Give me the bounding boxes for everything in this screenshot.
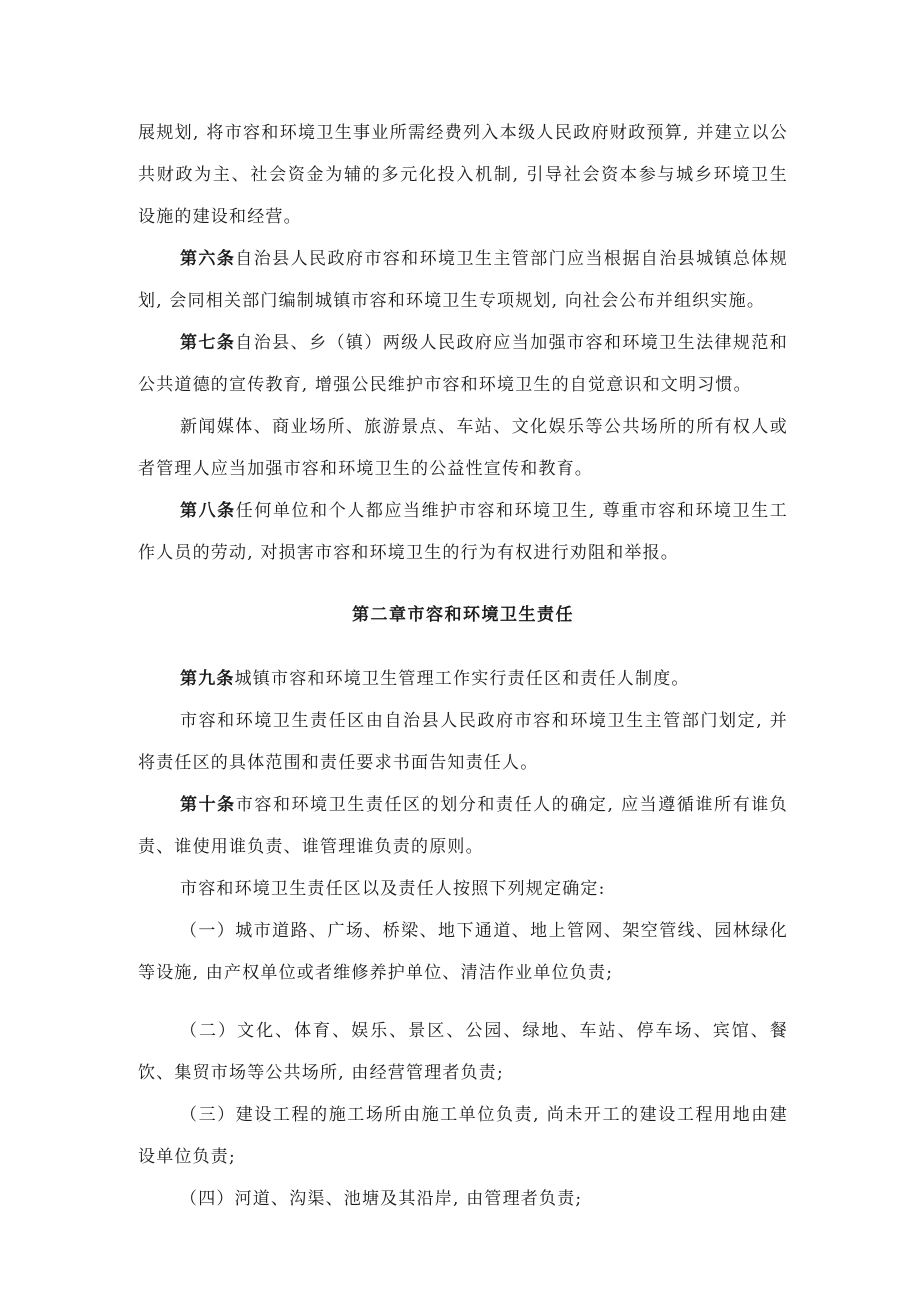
paragraph-text: 自治县人民政府市容和环境卫生主管部门应当根据自治县城镇总体规划, 会同相关部门编制城镇市容和环境卫生专项规划, 向社会公布并组织实施。 bbox=[138, 249, 788, 311]
paragraph-text: 市容和环境卫生责任区的划分和责任人的确定, 应当遵循谁所有谁负责、谁使用谁负责、谁管理谁负责的原则。 bbox=[138, 795, 788, 857]
article-number: 第六条 bbox=[180, 249, 236, 269]
article-number: 第七条 bbox=[180, 333, 236, 353]
paragraph-text: 自治县、乡（镇）两级人民政府应当加强市容和环境卫生法律规范和公共道德的宣传教育, 增强公民维护市容和环境卫生的自觉意识和文明习惯。 bbox=[138, 333, 788, 395]
paragraph-text: 任何单位和个人都应当维护市容和环境卫生, 尊重市容和环境卫生工作人员的劳动, 对损害市容和环境卫生的行为有权进行劝阻和举报。 bbox=[138, 501, 788, 563]
paragraph-art9-2 bbox=[138, 700, 788, 784]
paragraph-cont bbox=[138, 112, 788, 238]
paragraph-art10 bbox=[138, 784, 788, 868]
section-general-provisions bbox=[138, 112, 788, 574]
paragraph-art9 bbox=[138, 658, 788, 700]
paragraph-art7-2 bbox=[138, 406, 788, 490]
paragraph-art10-2 bbox=[138, 868, 788, 910]
article-number: 第九条 bbox=[180, 669, 235, 689]
article-number: 第十条 bbox=[180, 795, 236, 815]
paragraph-item4 bbox=[138, 1178, 788, 1220]
paragraph-text: 展规划, 将市容和环境卫生事业所需经费列入本级人民政府财政预算, 并建立以公共财政为主、社会资金为辅的多元化投入机制, 引导社会资本参与城乡环境卫生设施的建设和经营。 bbox=[138, 123, 788, 227]
paragraph-art7 bbox=[138, 322, 788, 406]
document-body bbox=[138, 112, 788, 1220]
paragraph-art8 bbox=[138, 490, 788, 574]
paragraph-text: （二）文化、体育、娱乐、景区、公园、绿地、车站、停车场、宾馆、餐饮、集贸市场等公共场所, 由经营管理者负责; bbox=[138, 1021, 788, 1083]
paragraph-item2 bbox=[138, 1010, 788, 1094]
paragraph-text: 新闻媒体、商业场所、旅游景点、车站、文化娱乐等公共场所的所有权人或者管理人应当加强市容和环境卫生的公益性宣传和教育。 bbox=[138, 417, 788, 479]
paragraph-item3 bbox=[138, 1094, 788, 1178]
paragraph-art6 bbox=[138, 238, 788, 322]
paragraph-item1 bbox=[138, 910, 788, 994]
paragraph-text: 城镇市容和环境卫生管理工作实行责任区和责任人制度。 bbox=[234, 669, 690, 689]
paragraph-text: （四）河道、沟渠、池塘及其沿岸, 由管理者负责; bbox=[180, 1189, 583, 1209]
article-number: 第八条 bbox=[180, 501, 236, 521]
paragraph-text: 市容和环境卫生责任区由自治县人民政府市容和环境卫生主管部门划定, 并将责任区的具体范围和责任要求书面告知责任人。 bbox=[138, 711, 788, 773]
paragraph-text: （一）城市道路、广场、桥梁、地下通道、地上管网、架空管线、园林绿化等设施, 由产权单位或者维修养护单位、清洁作业单位负责; bbox=[138, 921, 788, 983]
section-responsibility bbox=[138, 658, 788, 1220]
paragraph-gap bbox=[138, 994, 788, 1010]
chapter-title: 第二章市容和环境卫生责任 bbox=[352, 605, 574, 625]
paragraph-text: （三）建设工程的施工场所由施工单位负责, 尚未开工的建设工程用地由建设单位负责; bbox=[138, 1105, 788, 1167]
paragraph-text: 市容和环境卫生责任区以及责任人按照下列规定确定: bbox=[180, 879, 606, 899]
